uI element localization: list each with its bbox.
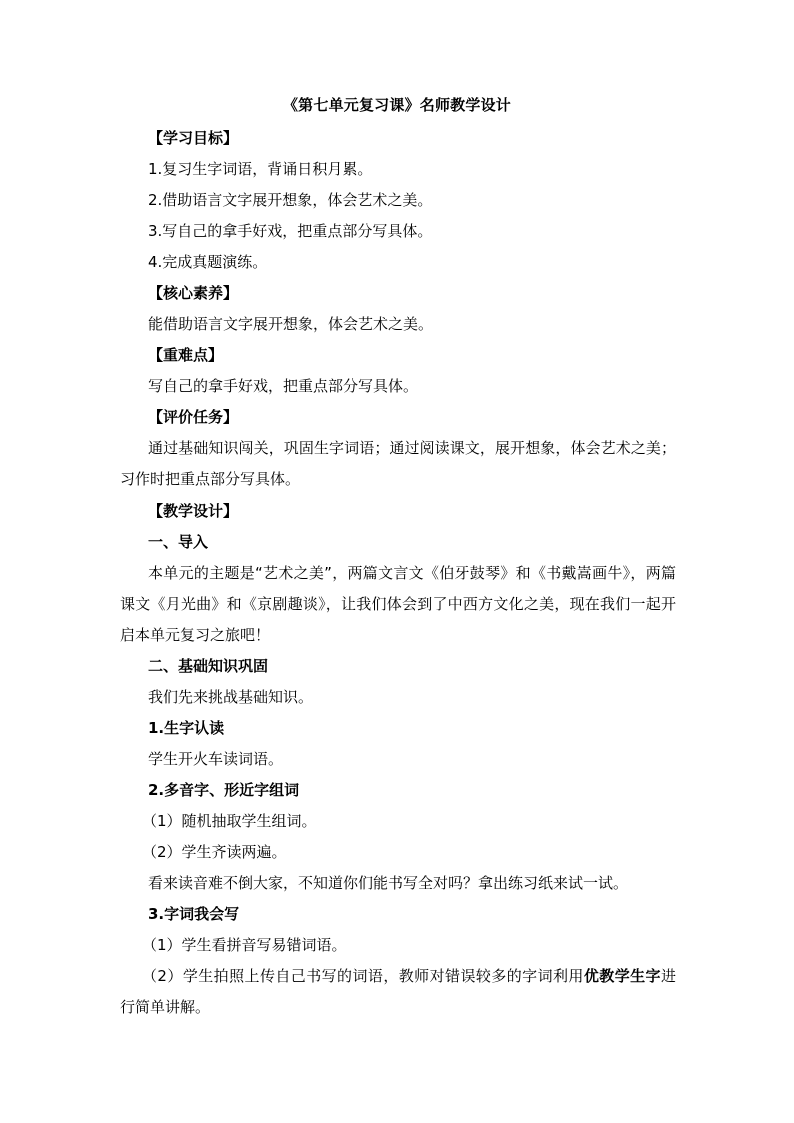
- eval-paragraph: 通过基础知识闯关，巩固生字词语；通过阅读课文，展开想象，体会艺术之美；习作时把重点部分写具体。: [120, 439, 676, 488]
- goal-item-3: 3.写自己的拿手好戏，把重点部分写具体。: [148, 222, 433, 240]
- sub3-item-2-pre: （2）学生拍照上传自己书写的词语，教师对错误较多的字词利用: [142, 967, 584, 985]
- sub3-item-1: （1）学生看拼音写易错词语。: [142, 936, 347, 954]
- part1-paragraph: 本单元的主题是“艺术之美”，两篇文言文《伯牙鼓琴》和《书戴嵩画牛》，两篇课文《月光曲》和《京剧趣谈》，让我们体会到了中西方文化之美，现在我们一起开启本单元复习之旅吧！: [120, 564, 676, 644]
- sub3-item-2-bold: 优教学生字: [583, 967, 661, 985]
- sub3-heading: 3.字词我会写: [148, 905, 240, 923]
- sub3-item-2: [120, 961, 676, 1023]
- key-text: 写自己的拿手好戏，把重点部分写具体。: [148, 377, 419, 395]
- document-title: 《第七单元复习课》名师教学设计: [282, 96, 511, 114]
- sub1-text: 学生开火车读词语。: [148, 750, 284, 768]
- sub2-item-1: （1）随机抽取学生组词。: [142, 812, 317, 830]
- sub2-heading: 2.多音字、形近字组词: [148, 781, 300, 799]
- sub1-heading: 1.生字认读: [148, 719, 225, 737]
- goal-item-2: 2.借助语言文字展开想象，体会艺术之美。: [148, 191, 433, 209]
- eval-heading: 【评价任务】: [148, 408, 239, 426]
- sub3-item-2-post: 进行简单讲解。: [120, 967, 676, 1016]
- core-heading: 【核心素养】: [148, 284, 239, 302]
- goals-heading: 【学习目标】: [148, 129, 239, 147]
- part2-intro: 我们先来挑战基础知识。: [148, 688, 314, 706]
- key-heading: 【重难点】: [148, 346, 224, 364]
- design-heading: 【教学设计】: [148, 502, 239, 520]
- goal-item-1: 1.复习生字词语，背诵日积月累。: [148, 160, 373, 178]
- part1-heading: 一、导入: [148, 533, 209, 551]
- core-text: 能借助语言文字展开想象，体会艺术之美。: [148, 315, 434, 333]
- sub2-after: 看来读音难不倒大家，不知道你们能书写全对吗？拿出练习纸来试一试。: [148, 874, 629, 892]
- part2-heading: 二、基础知识巩固: [148, 657, 269, 675]
- goal-item-4: 4.完成真题演练。: [148, 253, 268, 271]
- sub2-item-2: （2）学生齐读两遍。: [142, 843, 287, 861]
